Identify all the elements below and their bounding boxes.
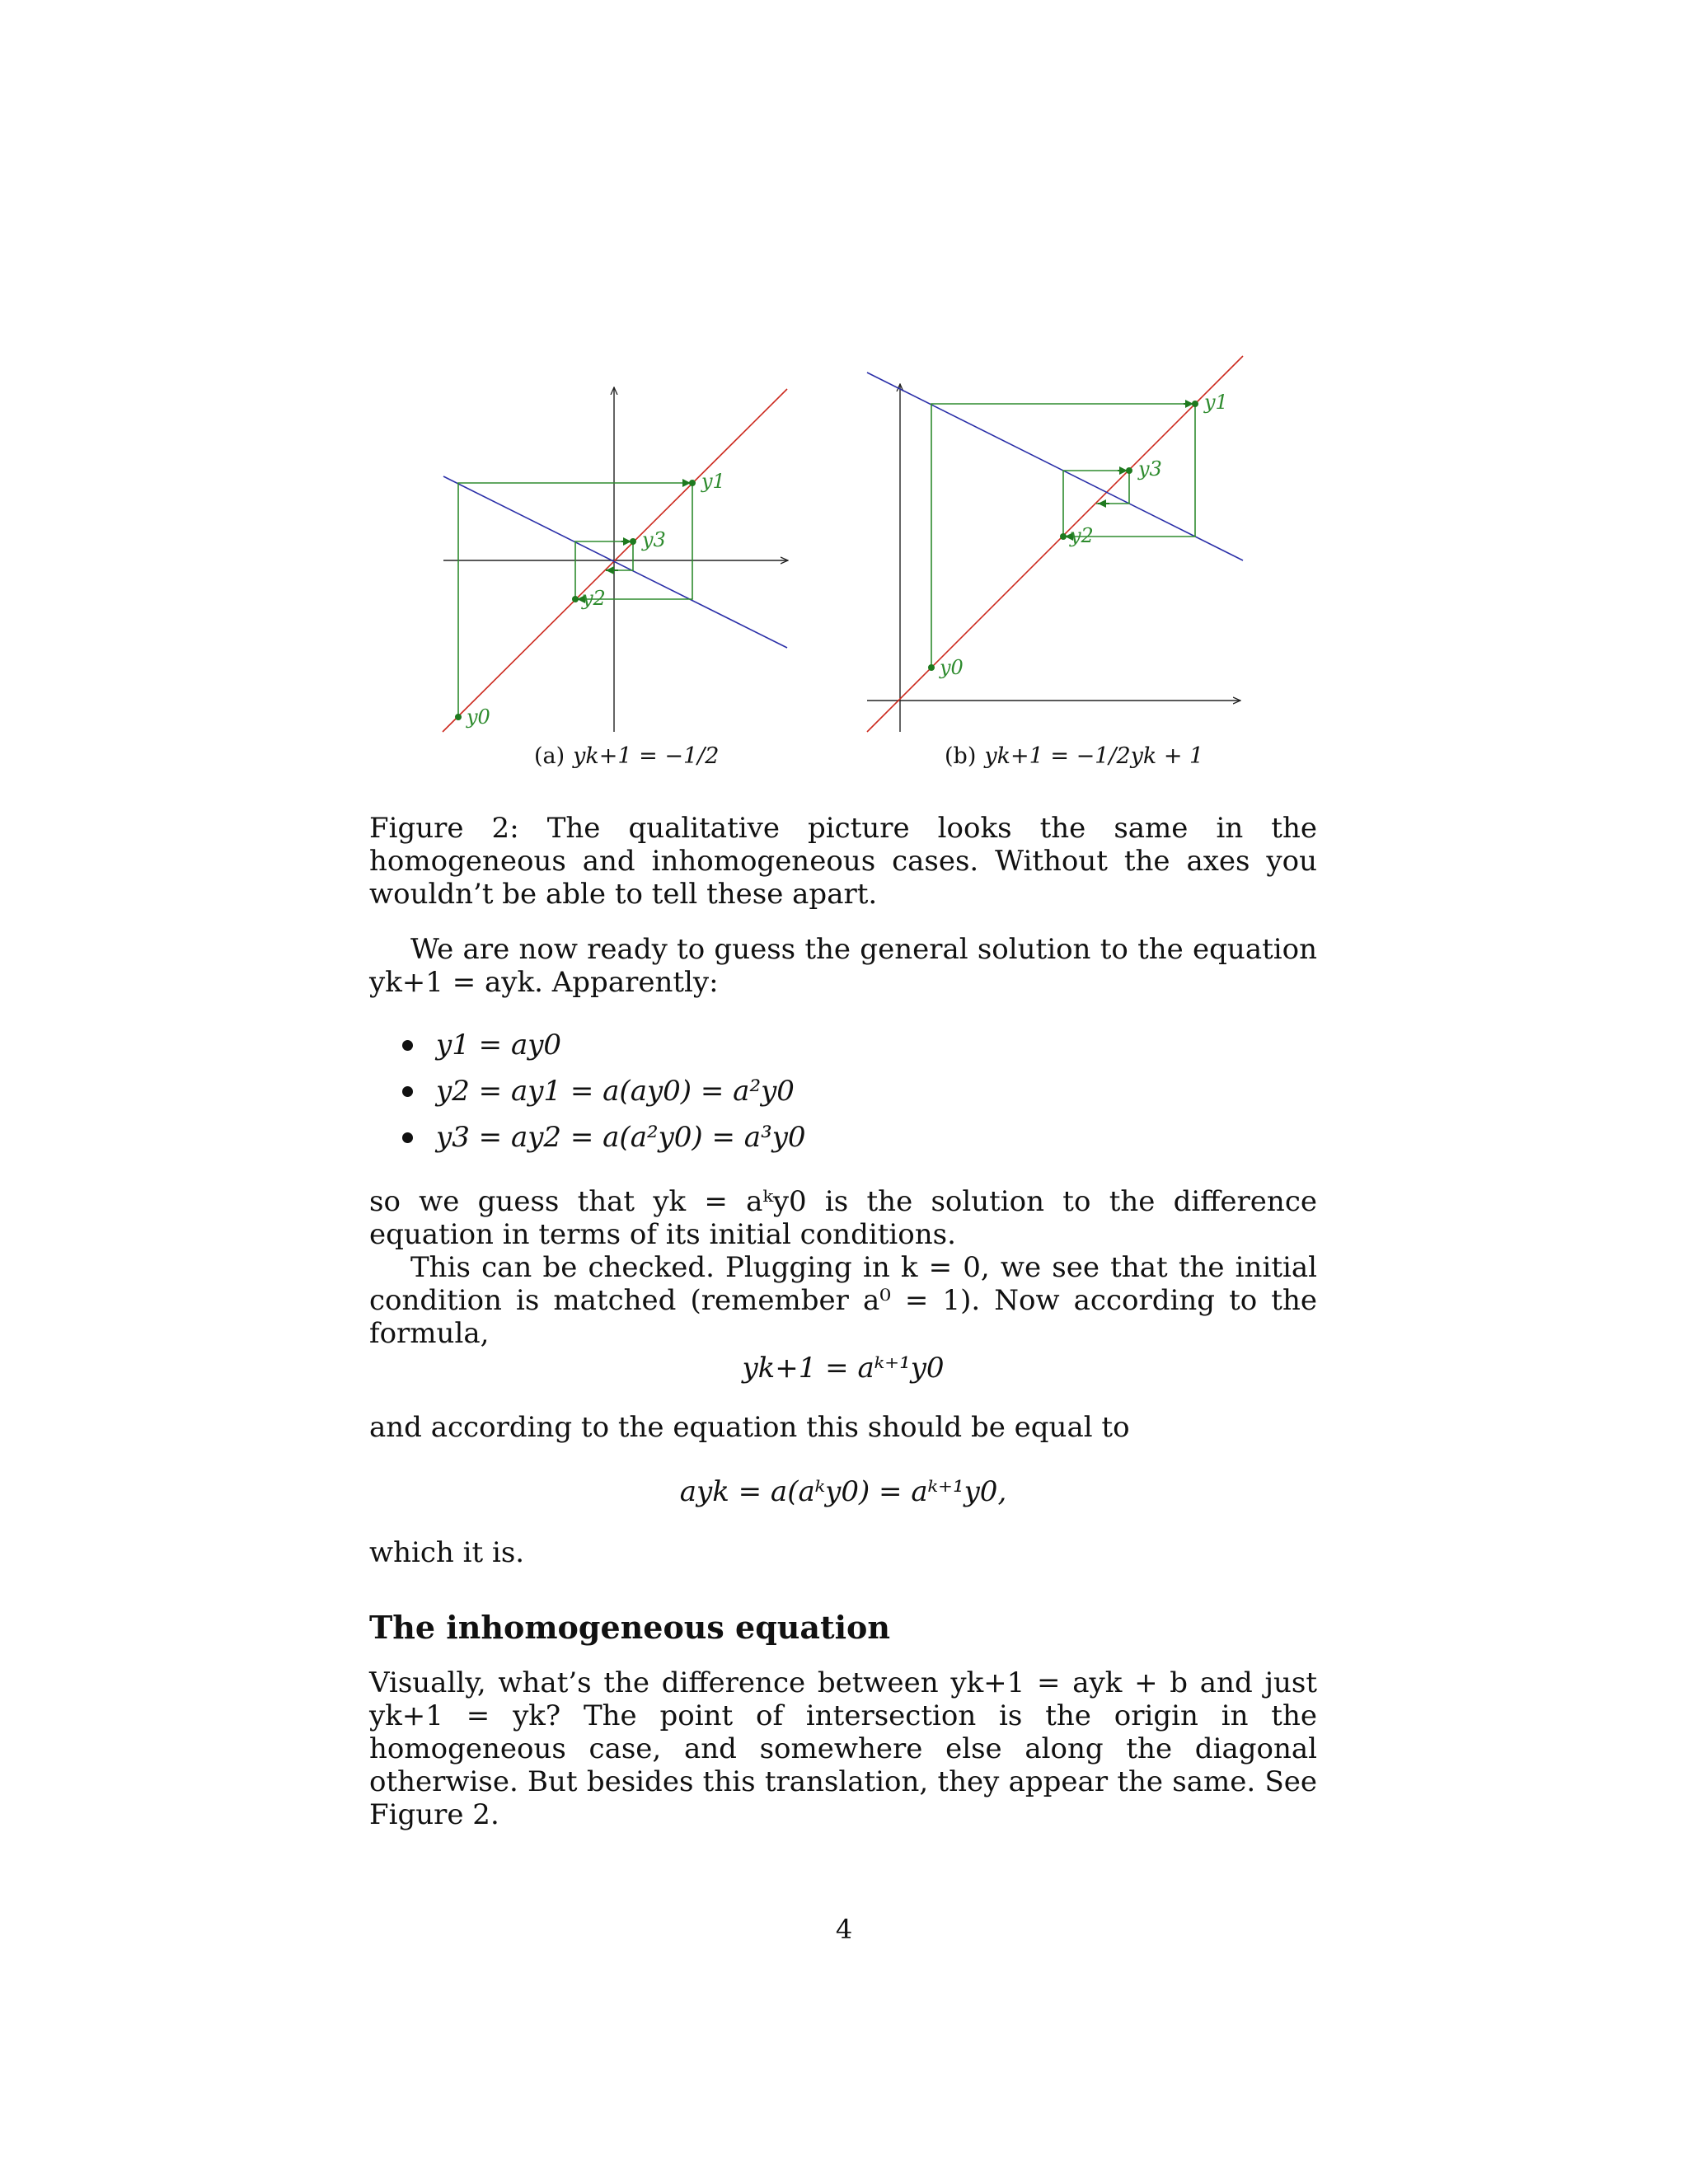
label-y1-a: y1 bbox=[701, 470, 725, 493]
point-y0-a bbox=[455, 714, 462, 720]
display-equation-1: yk+1 = aᵏ⁺¹y0 bbox=[742, 1352, 945, 1385]
paragraph-guess: so we guess that yk = aᵏy0 is the solution to the difference equation in terms of its initial conditions. bbox=[369, 1185, 1317, 1251]
point-y3-a bbox=[630, 538, 636, 545]
point-y0-b bbox=[928, 664, 935, 671]
list-item bbox=[402, 1022, 806, 1068]
subfigure-a bbox=[443, 387, 788, 732]
point-y1-b bbox=[1192, 401, 1198, 407]
subcaption-b bbox=[945, 743, 1203, 769]
label-y3-b: y3 bbox=[1138, 457, 1162, 480]
list-item bbox=[402, 1114, 806, 1160]
label-y0-a: y0 bbox=[467, 705, 490, 729]
point-y1-a bbox=[689, 480, 696, 486]
map-line-a bbox=[443, 476, 787, 648]
bullet-dot bbox=[402, 1086, 413, 1097]
point-y2-b bbox=[1060, 533, 1067, 540]
paragraph-intro: We are now ready to guess the general solution to the equation yk+1 = ayk. Apparently: bbox=[369, 933, 1317, 999]
paragraph-inhomogeneous: Visually, what’s the difference between yk+1 = ayk + b and just yk+1 = yk? The point of intersection is the origin in the homogeneous case, and somewhere else along the diagonal otherwise. But besides this translation, they appear the same. See Figure 2. bbox=[369, 1666, 1317, 1831]
label-y2-a: y2 bbox=[582, 587, 606, 610]
label-y3-a: y3 bbox=[642, 528, 666, 551]
bullet-list bbox=[402, 1022, 806, 1160]
page-number: 4 bbox=[835, 1914, 853, 1945]
map-line-b bbox=[867, 373, 1243, 560]
paragraph-equation: and according to the equation this should be equal to bbox=[369, 1411, 1130, 1444]
display-equation-2: ayk = a(aᵏy0) = aᵏ⁺¹y0, bbox=[679, 1475, 1007, 1508]
bullet-text: y3 = ay2 = a(a²y0) = a³y0 bbox=[436, 1121, 806, 1154]
subfigure-b bbox=[867, 356, 1243, 732]
figure-caption: Figure 2: The qualitative picture looks the same in the homogeneous and inhomogeneous cases. Without the axes you wouldn’t be able to tell these apart. bbox=[369, 812, 1317, 911]
bullet-dot bbox=[402, 1132, 413, 1143]
subcaption-a-equation: yk+1 = −1/2 bbox=[573, 743, 720, 769]
list-item bbox=[402, 1068, 806, 1114]
point-y2-a bbox=[572, 596, 579, 602]
bullet-text: y1 = ay0 bbox=[436, 1029, 562, 1062]
subcaption-b-equation: yk+1 = −1/2yk + 1 bbox=[984, 743, 1204, 769]
label-y2-b: y2 bbox=[1070, 524, 1094, 547]
subcaption-a-label: (a) bbox=[534, 743, 565, 769]
diagonal-line-b bbox=[867, 356, 1243, 732]
subcaption-a bbox=[534, 743, 719, 769]
figure-svg bbox=[0, 0, 1688, 791]
bullet-text: y2 = ay1 = a(ay0) = a²y0 bbox=[436, 1075, 795, 1108]
section-heading: The inhomogeneous equation bbox=[369, 1609, 891, 1646]
bullet-dot bbox=[402, 1040, 413, 1051]
paragraph-conclusion: which it is. bbox=[369, 1536, 525, 1569]
subcaption-b-label: (b) bbox=[945, 743, 977, 769]
figure-2 bbox=[0, 0, 1688, 791]
label-y1-b: y1 bbox=[1204, 391, 1228, 414]
label-y0-b: y0 bbox=[940, 656, 964, 679]
paragraph-check: This can be checked. Plugging in k = 0, we see that the initial condition is matched (remember a⁰ = 1). Now according to the formula, bbox=[369, 1251, 1317, 1350]
point-y3-b bbox=[1126, 467, 1132, 474]
